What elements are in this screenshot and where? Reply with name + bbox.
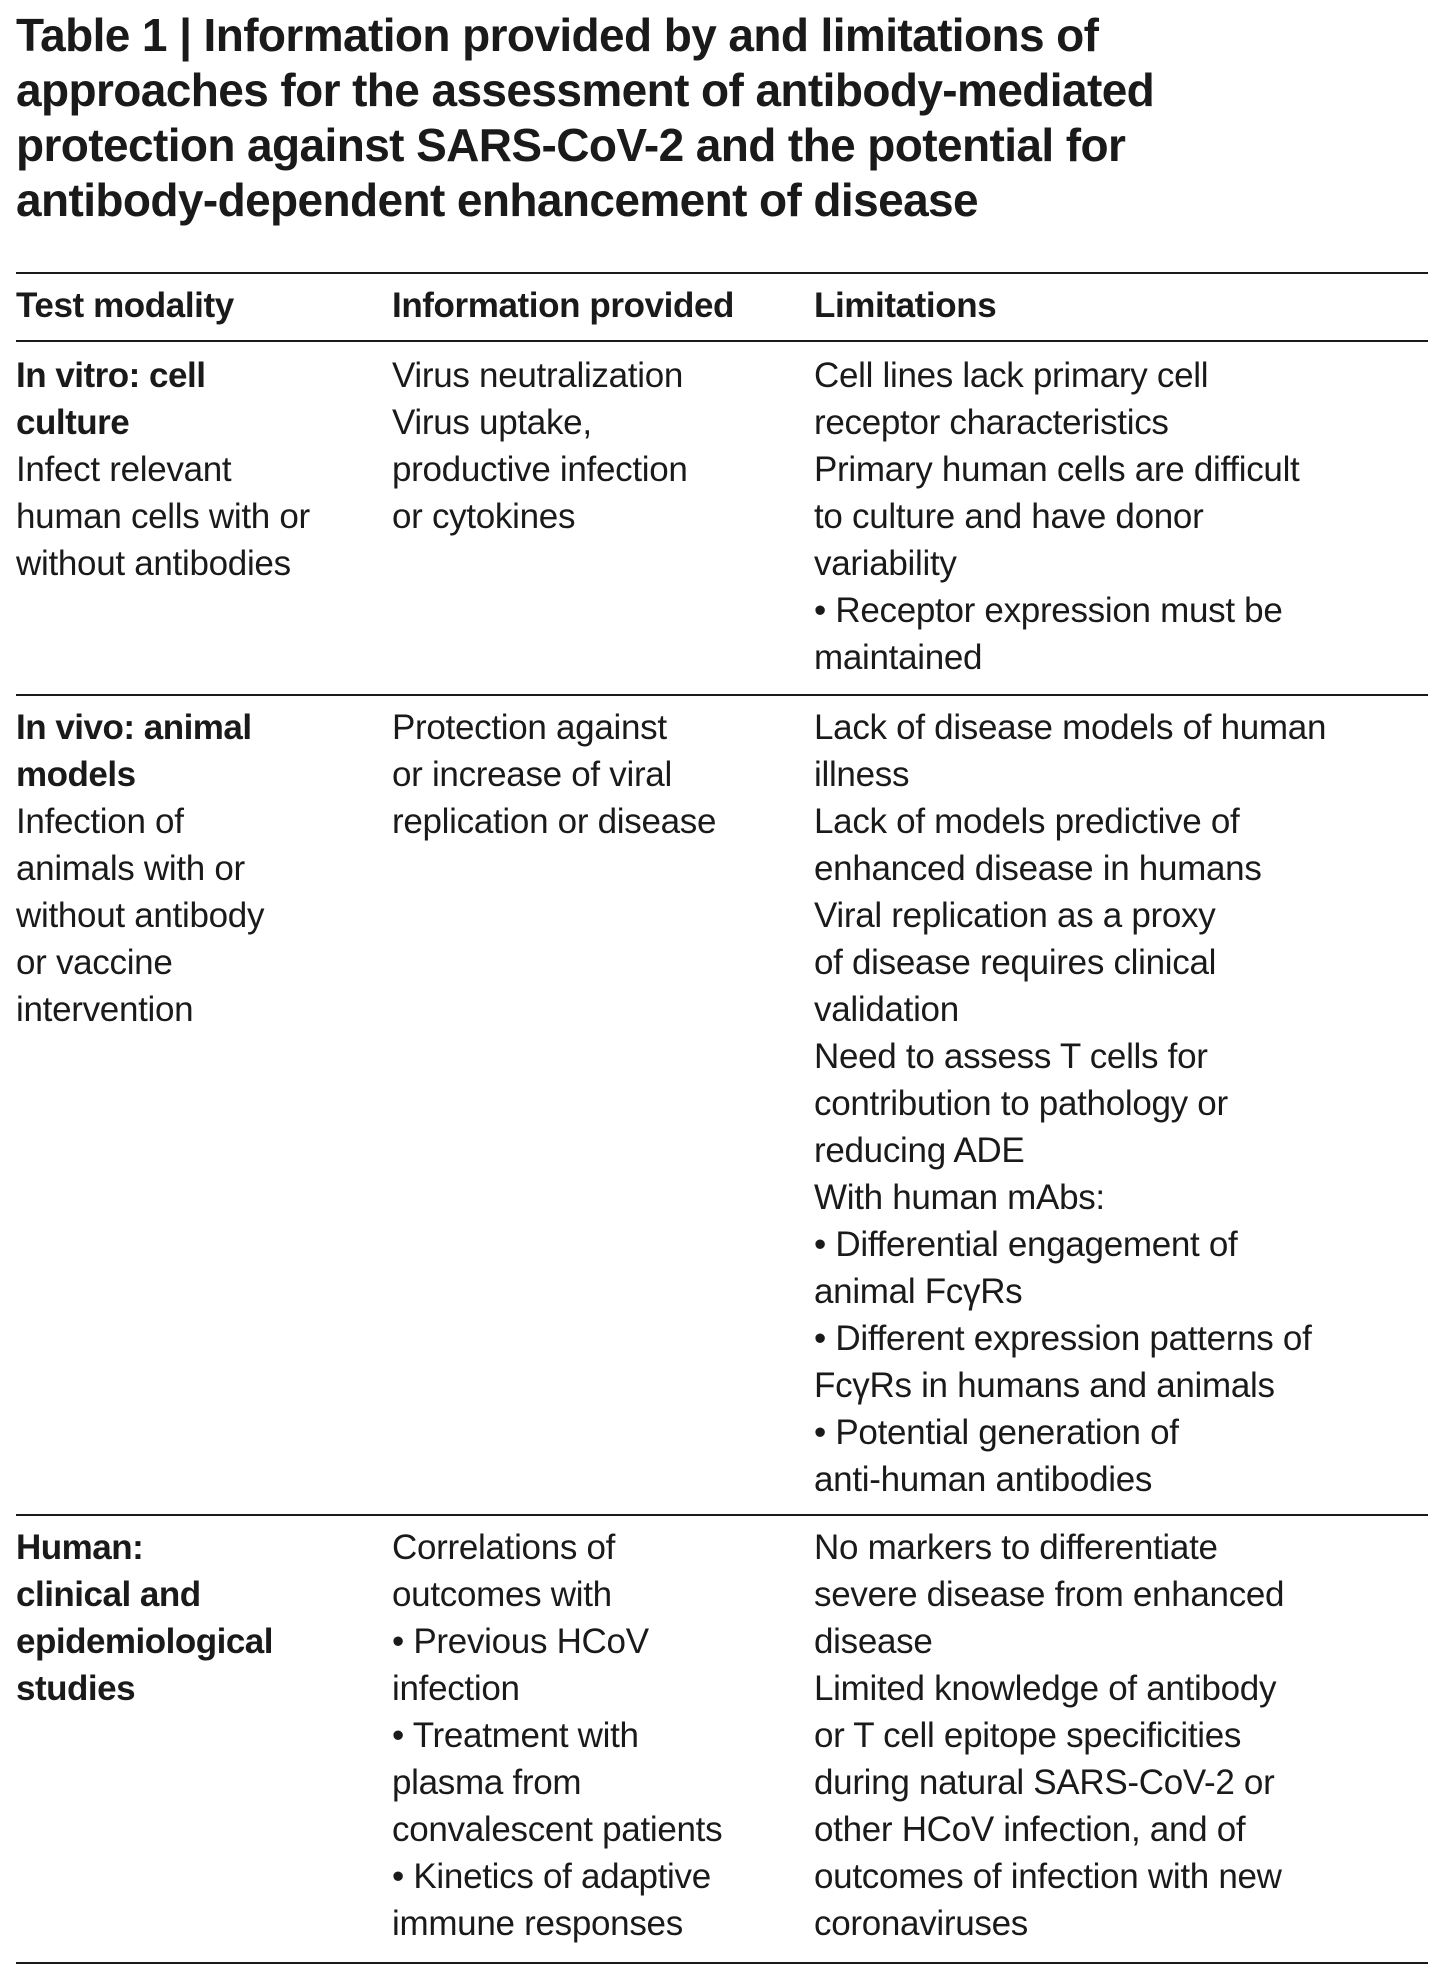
limitation-line: Cell lines lack primary cell	[814, 356, 1209, 395]
row-2-rule	[16, 1514, 1428, 1516]
modality-text-line: animals with or	[16, 849, 245, 888]
information-line: or cytokines	[392, 497, 576, 536]
modality-text-line: Infect relevant	[16, 450, 232, 489]
row-3-limitations	[814, 1524, 1428, 1947]
header-information-provided: Information provided	[392, 286, 735, 325]
limitation-line: disease	[814, 1622, 933, 1661]
limitation-line: enhanced disease in humans	[814, 849, 1262, 888]
limitation-line: • Receptor expression must be	[814, 591, 1283, 630]
limitation-line: With human mAbs:	[814, 1178, 1105, 1217]
table-top-rule	[16, 272, 1428, 274]
information-line: immune responses	[392, 1904, 683, 1943]
information-line: Virus uptake,	[392, 403, 592, 442]
title-line: Table 1 | Information provided by and limitations of	[16, 9, 1099, 61]
limitation-line: animal FcγRs	[814, 1272, 1023, 1311]
limitation-line: • Differential engagement of	[814, 1225, 1238, 1264]
modality-text-line: intervention	[16, 990, 194, 1029]
table-title	[16, 8, 1316, 228]
modality-heading-line: studies	[16, 1669, 136, 1708]
limitation-line: Viral replication as a proxy	[814, 896, 1216, 935]
information-line: • Treatment with	[392, 1716, 639, 1755]
row-3-test-modality	[16, 1524, 386, 1712]
title-line: protection against SARS-CoV-2 and the potential for	[16, 119, 1126, 171]
limitation-line: or T cell epitope specificities	[814, 1716, 1242, 1755]
limitation-line: Limited knowledge of antibody	[814, 1669, 1277, 1708]
information-line: replication or disease	[392, 802, 717, 841]
modality-heading-line: models	[16, 755, 136, 794]
limitation-line: outcomes of infection with new	[814, 1857, 1282, 1896]
limitation-line: • Potential generation of	[814, 1413, 1179, 1452]
information-line: infection	[392, 1669, 520, 1708]
modality-heading-line: clinical and	[16, 1575, 201, 1614]
limitation-line: anti-human antibodies	[814, 1460, 1153, 1499]
row-2-limitations	[814, 704, 1428, 1503]
limitation-line: to culture and have donor	[814, 497, 1204, 536]
limitation-line: receptor characteristics	[814, 403, 1169, 442]
row-2-information-provided	[392, 704, 792, 845]
limitation-line: Need to assess T cells for	[814, 1037, 1208, 1076]
information-line: • Previous HCoV	[392, 1622, 649, 1661]
modality-text-line: Infection of	[16, 802, 184, 841]
modality-heading-line: In vitro: cell	[16, 356, 206, 395]
modality-heading-line: Human:	[16, 1528, 144, 1567]
table-bottom-rule	[16, 1962, 1428, 1964]
modality-text-line: without antibody	[16, 896, 265, 935]
row-1-information-provided	[392, 352, 792, 540]
limitation-line: severe disease from enhanced	[814, 1575, 1285, 1614]
limitation-line: reducing ADE	[814, 1131, 1025, 1170]
modality-heading-line: epidemiological	[16, 1622, 273, 1661]
header-rule	[16, 340, 1428, 342]
row-1-limitations	[814, 352, 1428, 681]
modality-heading-line: culture	[16, 403, 130, 442]
limitation-line: Primary human cells are difficult	[814, 450, 1300, 489]
limitation-line: contribution to pathology or	[814, 1084, 1228, 1123]
row-1-test-modality	[16, 352, 386, 587]
limitation-line: validation	[814, 990, 959, 1029]
title-line: approaches for the assessment of antibody-mediated	[16, 64, 1155, 116]
row-1-rule	[16, 694, 1428, 696]
information-line: Virus neutralization	[392, 356, 684, 395]
limitation-line: • Different expression patterns of	[814, 1319, 1312, 1358]
limitation-line: illness	[814, 755, 910, 794]
limitation-line: during natural SARS-CoV-2 or	[814, 1763, 1275, 1802]
limitation-line: maintained	[814, 638, 983, 677]
modality-text-line: without antibodies	[16, 544, 291, 583]
limitation-line: Lack of models predictive of	[814, 802, 1240, 841]
information-line: Protection against	[392, 708, 667, 747]
limitation-line: Lack of disease models of human	[814, 708, 1327, 747]
modality-heading-line: In vivo: animal	[16, 708, 252, 747]
modality-text-line: or vaccine	[16, 943, 173, 982]
title-line: antibody-dependent enhancement of disease	[16, 174, 979, 226]
row-3-information-provided	[392, 1524, 792, 1947]
row-2-test-modality	[16, 704, 386, 1033]
information-line: productive infection	[392, 450, 688, 489]
limitation-line: variability	[814, 544, 957, 583]
information-line: Correlations of	[392, 1528, 616, 1567]
limitation-line: other HCoV infection, and of	[814, 1810, 1246, 1849]
header-limitations: Limitations	[814, 286, 997, 325]
limitation-line: coronaviruses	[814, 1904, 1028, 1943]
limitation-line: of disease requires clinical	[814, 943, 1217, 982]
information-line: outcomes with	[392, 1575, 612, 1614]
header-test-modality: Test modality	[16, 286, 234, 325]
limitation-line: FcγRs in humans and animals	[814, 1366, 1275, 1405]
modality-text-line: human cells with or	[16, 497, 310, 536]
information-line: • Kinetics of adaptive	[392, 1857, 711, 1896]
information-line: plasma from	[392, 1763, 582, 1802]
information-line: or increase of viral	[392, 755, 672, 794]
information-line: convalescent patients	[392, 1810, 723, 1849]
limitation-line: No markers to differentiate	[814, 1528, 1218, 1567]
